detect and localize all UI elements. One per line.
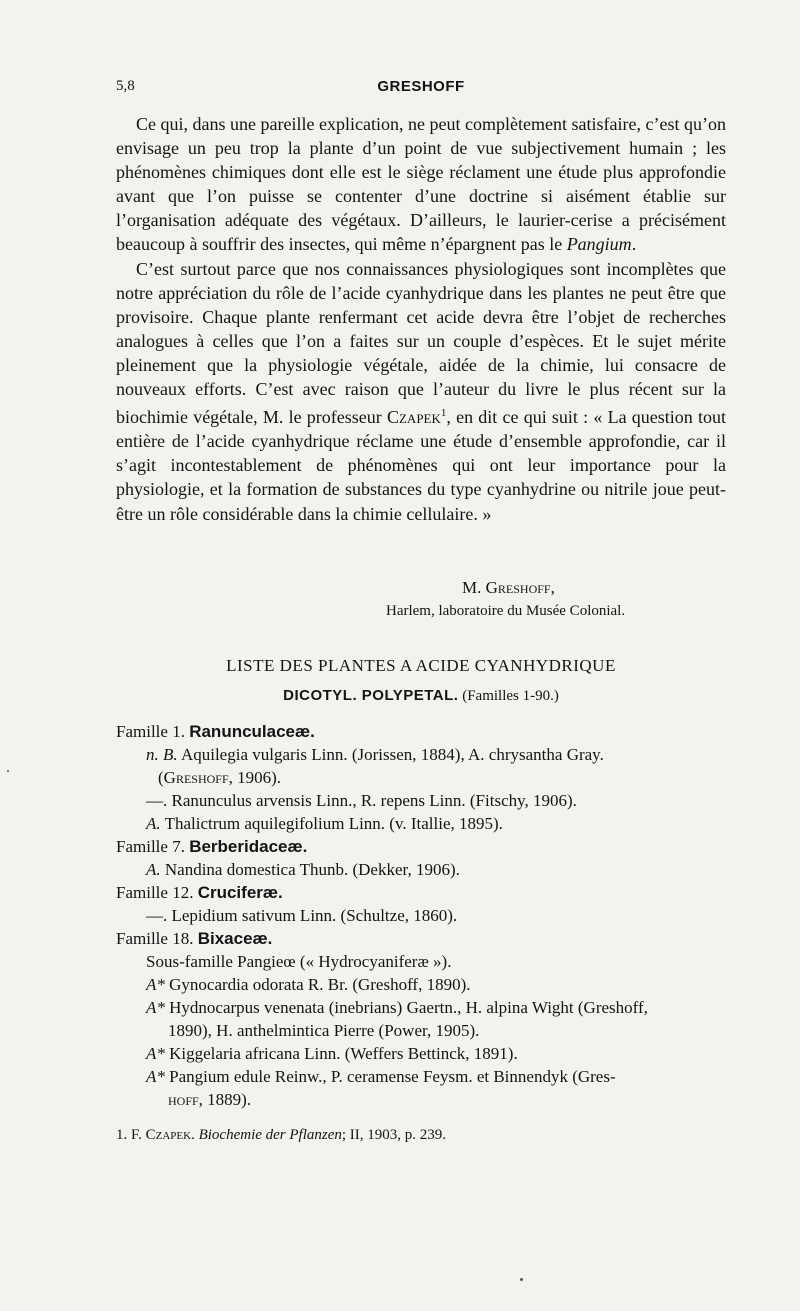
list-item — [116, 720, 736, 743]
entry-mark: A* — [146, 1044, 165, 1063]
list-item — [146, 950, 736, 973]
list-item — [146, 812, 736, 835]
list-item — [116, 927, 736, 950]
list-item — [146, 1065, 736, 1088]
list-item — [146, 789, 736, 812]
entry-mark: A* — [146, 975, 165, 994]
footnote-title: Biochemie der Pflanzen — [198, 1127, 342, 1143]
entry-text: Lepidium sativum Linn. (Schultze, 1860). — [167, 906, 458, 925]
entry-text: Pangium edule Reinw., P. ceramense Feysm. et Binnendyk (Gres- — [164, 1067, 616, 1086]
list-item: hoff, 1889). — [168, 1090, 252, 1109]
list-title: LISTE DES PLANTES A ACIDE CYANHYDRIQUE — [226, 656, 616, 675]
footnote-number: 1. — [116, 1127, 128, 1143]
running-head: GRESHOFF — [377, 78, 465, 95]
entry-mark: A. — [146, 814, 161, 833]
entry-mark: A. — [146, 860, 161, 879]
list-item — [146, 996, 736, 1019]
page-header — [116, 78, 726, 100]
footnote-author: F. Czapek. — [131, 1127, 195, 1143]
body-text — [116, 112, 726, 526]
family-name: Ranunculaceæ. — [189, 722, 315, 741]
entry-mark: —. — [146, 791, 168, 810]
footnote — [116, 1127, 726, 1144]
entry-mark: A* — [146, 1067, 165, 1086]
list-item — [146, 973, 736, 996]
family-prefix: Famille 18. — [116, 929, 198, 948]
footnote-ref: 1 — [440, 407, 447, 420]
paragraph-1-italic: Pangium — [566, 234, 632, 255]
list-subtitle-bold: DICOTYL. POLYPETAL. — [283, 687, 459, 704]
footnote-rest: ; II, 1903, p. 239. — [341, 1127, 447, 1143]
list-item — [146, 904, 736, 927]
list-subtitle-rest: (Familles 1-90.) — [462, 688, 559, 704]
family-name: Cruciferæ. — [197, 883, 283, 902]
list-item — [146, 743, 736, 766]
paragraph-2 — [116, 257, 726, 526]
family-prefix: Famille 7. — [116, 837, 190, 856]
family-prefix: Famille 1. — [116, 722, 190, 741]
list-item: (Greshoff, 1906). — [158, 768, 282, 787]
family-name: Berberidaceæ. — [189, 837, 308, 856]
signature-affiliation: Harlem, laboratoire du Musée Colonial. — [386, 603, 626, 619]
entry-mark: A* — [146, 998, 165, 1017]
entry-text: Ranunculus arvensis Linn., R. repens Linn. (Fitschy, 1906). — [167, 791, 577, 810]
entry-text: Hydnocarpus venenata (inebrians) Gaertn., H. alpina Wight (Greshoff, — [164, 998, 648, 1017]
entry-text: Gynocardia odorata R. Br. (Greshoff, 1890). — [164, 975, 471, 994]
family-name: Bixaceæ. — [197, 929, 273, 948]
entry-text: Sous-famille Pangieœ (« Hydrocyaniferæ »). — [146, 952, 452, 971]
paragraph-2-text: C’est surtout parce que nos connaissances physiologiques sont incomplètes que notre appréciation du rôle de l’acide cyanhydrique dans les plantes ne peut être que provisoire. Chaque plante renfermant cet acide devra être l’objet de recherches analogues à celles que l’on a faites sur un couple d’espèces. Et le sujet mérite pleinement que la physiologie végétale, aidée de la chimie, lui consacre de nouveaux efforts. C’est avec raison que l’auteur du livre le plus récent sur la biochimie végétale, M. le professeur — [116, 258, 726, 428]
list-item — [116, 881, 736, 904]
scan-speck — [7, 770, 9, 772]
author-name: Czapek — [386, 407, 441, 428]
list-item — [146, 858, 736, 881]
list-subtitle — [116, 687, 726, 705]
scan-speck — [520, 1278, 523, 1281]
family-prefix: Famille 12. — [116, 883, 198, 902]
signature-name: M. Greshoff, — [462, 578, 555, 597]
entry-text: Nandina domestica Thunb. (Dekker, 1906). — [160, 860, 460, 879]
paragraph-2-end: , en dit ce qui suit : « La question tout entière de l’acide cyanhydrique réclame une étude d’ensemble approfondie, car il s’agit incontestablement de phénomènes qui ont leur importance pour la physiologie, et la formation de substances du type cyanhydrine ou nitrile joue peut-être un rôle considérable dans la chimie cellulaire. » — [116, 407, 726, 524]
paragraph-1-text: Ce qui, dans une pareille explication, ne peut complètement satisfaire, c’est qu’on envisage un peu trop la plante d’un point de vue subjectivement humain ; les phénomènes chimiques dont elle est le siège réclament une étude plus approfondie avant que l’on puisse se contenter d’une doctrine si aisément établie sur l’organisation adéquate des végétaux. D’ailleurs, le laurier-cerise a précisément beaucoup à souffrir des insectes, qui même n’épargnent pas le — [116, 114, 726, 255]
plant-list — [116, 720, 736, 1111]
list-item: 1890), H. anthelmintica Pierre (Power, 1905). — [168, 1021, 480, 1040]
paragraph-1 — [116, 112, 726, 257]
list-item — [146, 1042, 736, 1065]
paragraph-1-end: . — [631, 234, 637, 255]
entry-text: Kiggelaria africana Linn. (Weffers Bettinck, 1891). — [164, 1044, 518, 1063]
list-item — [116, 835, 736, 858]
entry-mark: n. B. — [146, 745, 178, 764]
entry-text: Thalictrum aquilegifolium Linn. (v. Itallie, 1895). — [160, 814, 503, 833]
entry-mark: —. — [146, 906, 168, 925]
entry-text: Aquilegia vulgaris Linn. (Jorissen, 1884), A. chrysantha Gray. — [177, 745, 604, 764]
page-number: 5,8 — [116, 78, 135, 94]
